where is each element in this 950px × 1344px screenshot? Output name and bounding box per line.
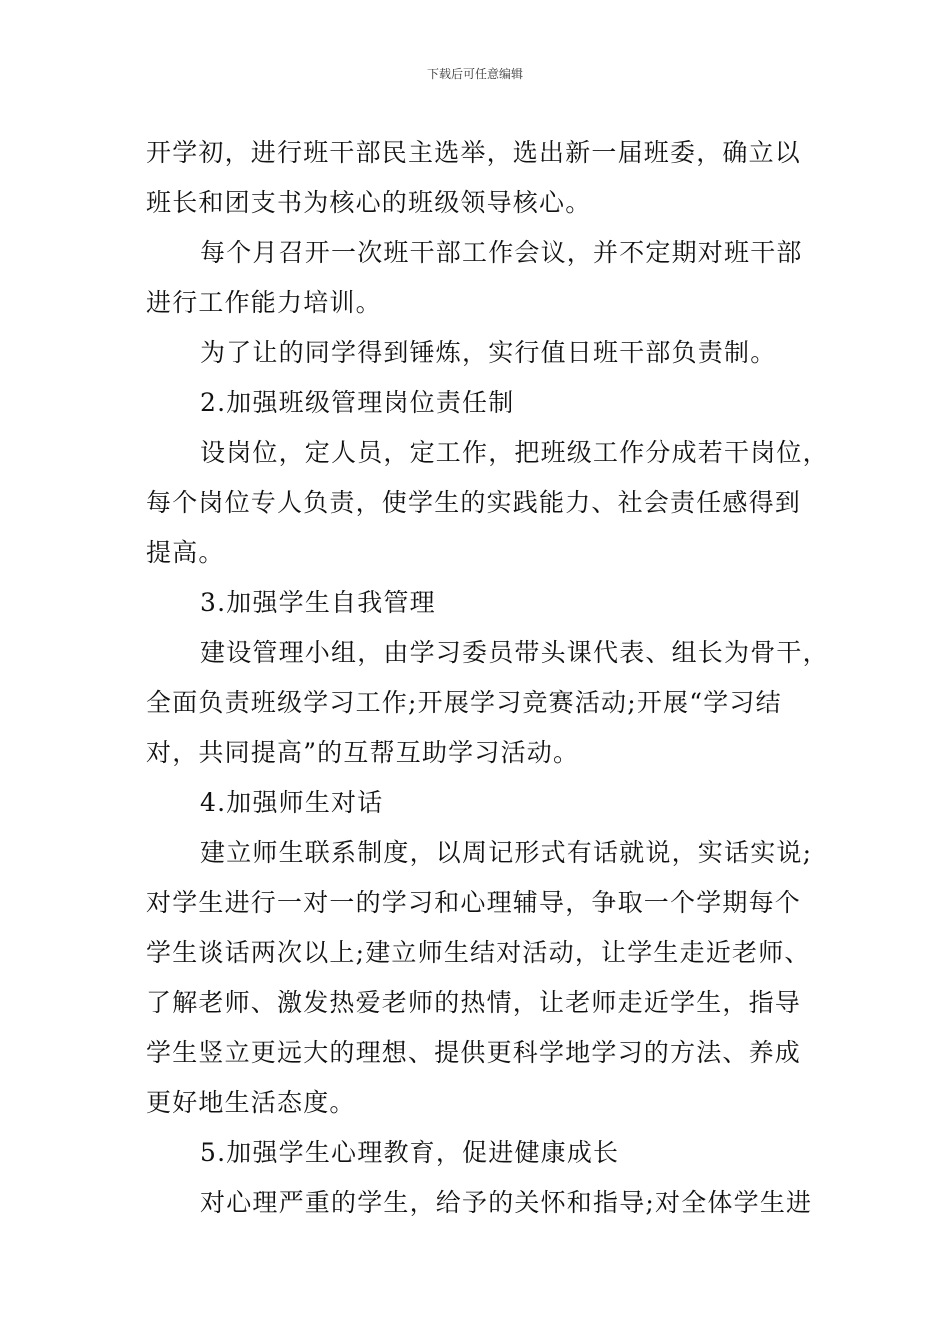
- text-line: 对心理严重的学生，给予的关怀和指导;对全体学生进: [200, 1188, 813, 1217]
- text-line: 开学初，进行班干部民主选举，选出新一届班委，确立以: [146, 138, 802, 167]
- paragraph: [146, 228, 810, 328]
- paragraph: [146, 828, 813, 1128]
- page-header: 下载后可任意编辑: [426, 67, 523, 81]
- text-line: 了解老师、激发热爱老师的热情，让老师走近学生，指导: [146, 988, 802, 1017]
- text-line: 为了让的同学得到锤炼，实行值日班干部负责制。: [200, 338, 777, 367]
- text-line: 更好地生活态度。: [146, 1088, 356, 1117]
- text-line: 每个岗位专人负责，使学生的实践能力、社会责任感得到: [146, 488, 802, 517]
- text-line: 建立师生联系制度，以周记形式有话就说，实话实说;: [200, 838, 813, 867]
- text-line: 全面负责班级学习工作;开展学习竞赛活动;开展“学习结: [146, 688, 782, 717]
- paragraph: [146, 128, 810, 228]
- text-line: 对学生进行一对一的学习和心理辅导，争取一个学期每个: [146, 888, 802, 917]
- paragraph: [146, 1178, 813, 1228]
- text-line: 提高。: [146, 538, 225, 567]
- text-line: 对，共同提高”的互帮互助学习活动。: [146, 738, 580, 767]
- section-heading: [146, 1128, 810, 1178]
- document-body: [146, 128, 829, 1228]
- text-line: 2.加强班级管理岗位责任制: [200, 388, 515, 417]
- section-heading: [146, 378, 810, 428]
- text-line: 设岗位，定人员，定工作，把班级工作分成若干岗位，: [200, 438, 829, 467]
- text-line: 每个月召开一次班干部工作会议，并不定期对班干部: [200, 238, 803, 267]
- text-line: 4.加强师生对话: [200, 788, 384, 817]
- text-line: 进行工作能力培训。: [146, 288, 382, 317]
- text-line: 学生谈话两次以上;建立师生结对活动，让学生走近老师、: [146, 938, 811, 967]
- paragraph: [146, 328, 810, 378]
- text-line: 5.加强学生心理教育，促进健康成长: [200, 1138, 620, 1167]
- text-line: 3.加强学生自我管理: [200, 588, 436, 617]
- text-line: 建设管理小组，由学习委员带头课代表、组长为骨干，: [200, 638, 829, 667]
- section-heading: [146, 778, 810, 828]
- text-line: 学生竖立更远大的理想、提供更科学地学习的方法、养成: [146, 1038, 802, 1067]
- section-heading: [146, 578, 810, 628]
- paragraph: [146, 428, 829, 578]
- paragraph: [146, 628, 829, 778]
- text-line: 班长和团支书为核心的班级领导核心。: [146, 188, 592, 217]
